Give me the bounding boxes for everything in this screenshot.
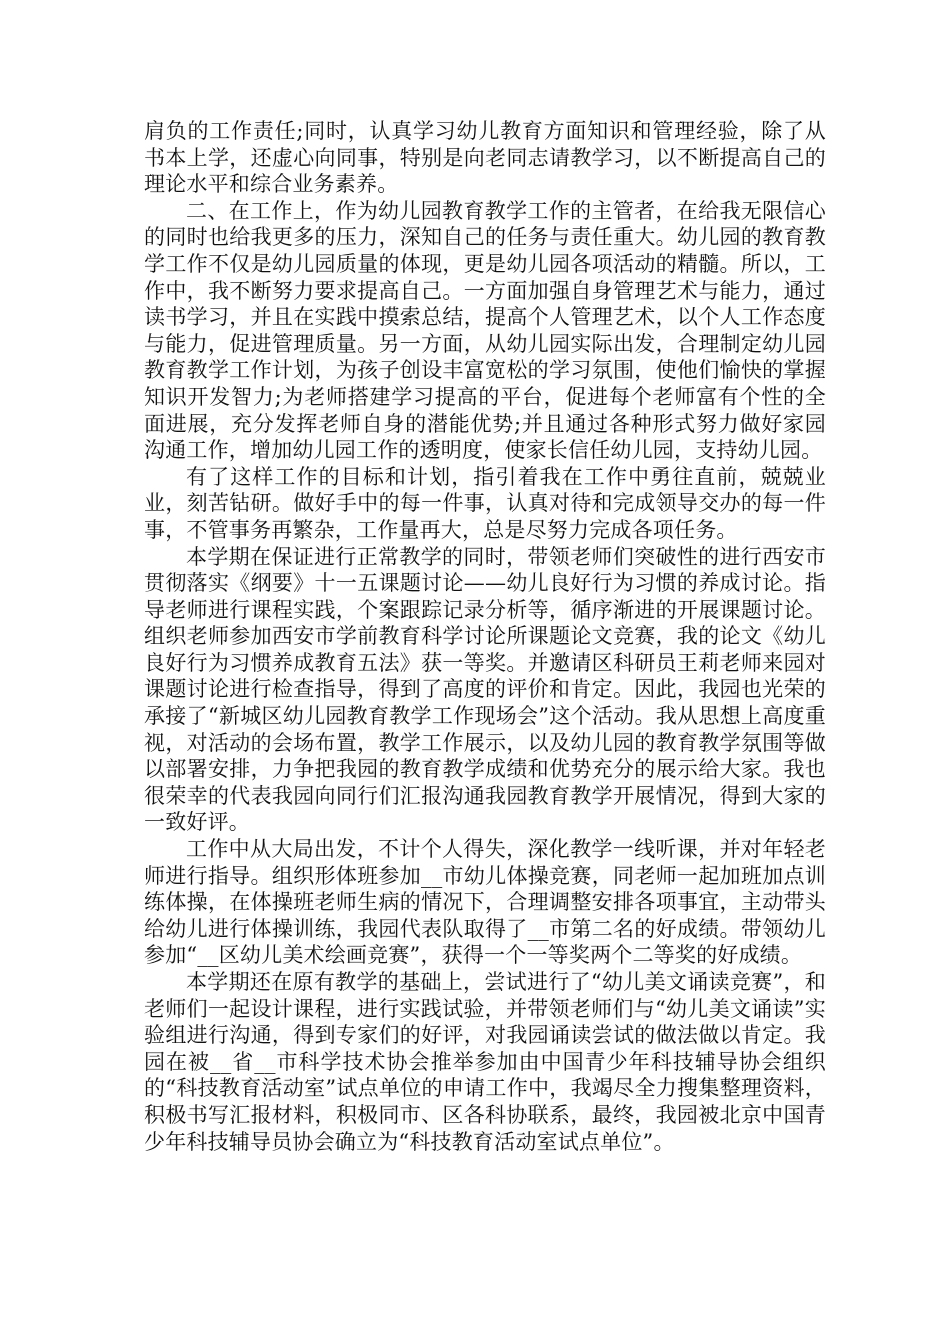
paragraph-2: 二、在工作上，作为幼儿园教育教学工作的主管者，在给我无限信心的同时也给我更多的压力，深知自己的任务与责任重大。幼儿园的教育教学工作不仅是幼儿园质量的体现，更是幼儿园各项活动的精髓。所以，工作中，我不断努力要求提高自己。一方面加强自身管理艺术与能力，通过读书学习，并且在实践中摸索总结，提高个人管理艺术，以个人工作态度与能力，促进管理质量。另一方面，从幼儿园实际出发，合理制定幼儿园教育教学工作计划，为孩子创设丰富宽松的学习氛围，使他们愉快的掌握知识开发智力;为老师搭建学习提高的平台，促进每个老师富有个性的全面进展，充分发挥老师自身的潜能优势;并且通过各种形式努力做好家园沟通工作，增加幼儿园工作的透明度，使家长信任幼儿园，支持幼儿园。 [144, 198, 826, 463]
document-body [144, 118, 826, 1155]
paragraph-4: 本学期在保证进行正常教学的同时，带领老师们突破性的进行西安市贯彻落实《纲要》十一五课题讨论——幼儿良好行为习惯的养成讨论。指导老师进行课程实践，个案跟踪记录分析等，循序渐进的开展课题讨论。组织老师参加西安市学前教育科学讨论所课题论文竞赛，我的论文《幼儿良好行为习惯养成教育五法》获一等奖。并邀请区科研员王莉老师来园对课题讨论进行检查指导，得到了高度的评价和肯定。因此，我园也光荣的承接了“新城区幼儿园教育教学工作现场会”这个活动。我从思想上高度重视，对活动的会场布置，教学工作展示，以及幼儿园的教育教学氛围等做以部署安排，力争把我园的教育教学成绩和优势充分的展示给大家。我也很荣幸的代表我园向同行们汇报沟通我园教育教学开展情况，得到大家的一致好评。 [144, 544, 826, 835]
paragraph-5: 工作中从大局出发，不计个人得失，深化教学一线听课，并对年轻老师进行指导。组织形体班参加__市幼儿体操竞赛，同老师一起加班加点训练体操，在体操班老师生病的情况下，合理调整安排各项事宜，主动带头给幼儿进行体操训练，我园代表队取得了__市第二名的好成绩。带领幼儿参加“__区幼儿美术绘画竞赛”，获得一个一等奖两个二等奖的好成绩。 [144, 837, 826, 968]
paragraph-6: 本学期还在原有教学的基础上，尝试进行了“幼儿美文诵读竞赛”，和老师们一起设计课程，进行实践试验，并带领老师们与“幼儿美文诵读”实验组进行沟通，得到专家们的好评，对我园诵读尝试的做法做以肯定。我园在被__省__市科学技术协会推举参加由中国青少年科技辅导协会组织的“科技教育活动室”试点单位的申请工作中，我竭尽全力搜集整理资料，积极书写汇报材料，积极同市、区各科协联系，最终，我园被北京中国青少年科技辅导员协会确立为“科技教育活动室试点单位”。 [144, 970, 826, 1154]
paragraph-3: 有了这样工作的目标和计划，指引着我在工作中勇往直前，兢兢业业，刻苦钻研。做好手中的每一件事，认真对待和完成领导交办的每一件事，不管事务再繁杂，工作量再大，总是尽努力完成各项任务。 [144, 464, 826, 542]
paragraph-1: 肩负的工作责任;同时，认真学习幼儿教育方面知识和管理经验，除了从书本上学，还虚心向同事，特别是向老同志请教学习，以不断提高自己的理论水平和综合业务素养。 [144, 119, 826, 197]
